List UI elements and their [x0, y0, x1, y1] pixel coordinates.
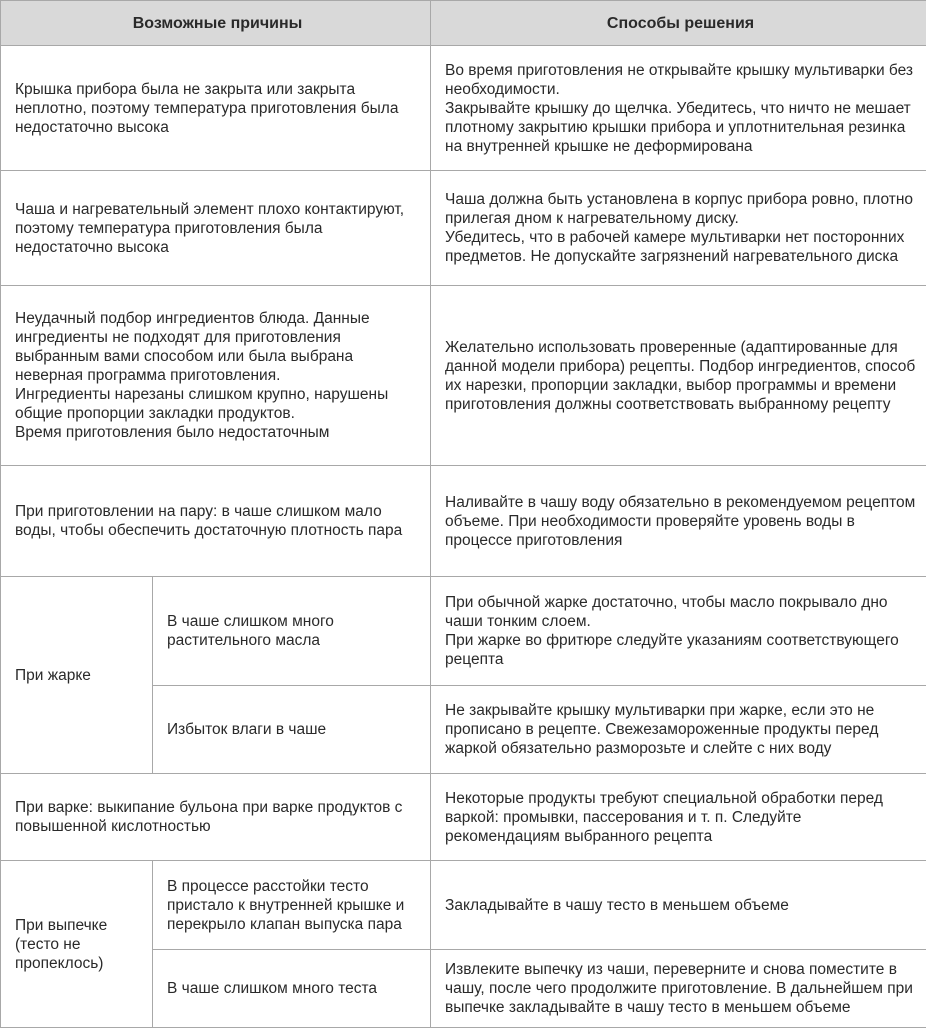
subcause-cell: В процессе расстойки тесто пристало к внутренней крышке и перекрыло клапан выпуска пара — [153, 861, 431, 950]
solution-cell: Наливайте в чашу воду обязательно в рекомендуемом рецептом объеме. При необходимости проверяйте уровень воды в процессе приготовления — [431, 466, 926, 577]
header-solutions: Способы решения — [431, 1, 926, 46]
solution-line: Чаша должна быть установлена в корпус прибора ровно, плотно прилегая дном к нагревательному диску. — [445, 190, 916, 228]
solution-line: При жарке во фритюре следуйте указаниям соответствующего рецепта — [445, 631, 916, 669]
group-cell-frying: При жарке — [1, 577, 153, 774]
cause-line: Ингредиенты нарезаны слишком крупно, нарушены общие пропорции закладки продуктов. — [15, 385, 420, 423]
solution-cell — [431, 46, 926, 171]
cause-cell: При варке: выкипание бульона при варке продуктов с повышенной кислотностью — [1, 774, 431, 861]
solution-line: Во время приготовления не открывайте крышку мультиварки без необходимости. — [445, 61, 916, 99]
solution-line: Убедитесь, что в рабочей камере мультиварки нет посторонних предметов. Не допускайте загрязнений нагревательного диска — [445, 228, 916, 266]
solution-cell — [431, 577, 926, 686]
table-row — [1, 171, 926, 286]
table-row — [1, 466, 926, 577]
table-row — [1, 774, 926, 861]
cause-cell — [1, 286, 431, 466]
table-row — [1, 861, 926, 950]
group-cell-baking: При выпечке (тесто не пропеклось) — [1, 861, 153, 1028]
solution-line: При обычной жарке достаточно, чтобы масло покрывало дно чаши тонким слоем. — [445, 593, 916, 631]
cause-cell: Крышка прибора была не закрыта или закрыта неплотно, поэтому температура приготовления была недостаточно высока — [1, 46, 431, 171]
solution-cell: Некоторые продукты требуют специальной обработки перед варкой: промывки, пассерования и т. п. Следуйте рекомендациям выбранного рецепта — [431, 774, 926, 861]
cause-cell: При приготовлении на пару: в чаше слишком мало воды, чтобы обеспечить достаточную плотность пара — [1, 466, 431, 577]
solution-cell — [431, 171, 926, 286]
solution-cell: Не закрывайте крышку мультиварки при жарке, если это не прописано в рецепте. Свежезамороженные продукты перед жаркой обязательно разморозьте и слейте с них воду — [431, 686, 926, 774]
solution-line: Закрывайте крышку до щелчка. Убедитесь, что ничто не мешает плотному закрытию крышки прибора и уплотнительная резинка на внутренней крышке не деформирована — [445, 99, 916, 156]
table-row — [1, 46, 926, 171]
header-causes: Возможные причины — [1, 1, 431, 46]
cause-line: Неудачный подбор ингредиентов блюда. Данные ингредиенты не подходят для приготовления выбранным вами способом или была выбрана неверная программа приготовления. — [15, 309, 420, 385]
cause-cell: Чаша и нагревательный элемент плохо контактируют, поэтому температура приготовления была недостаточно высока — [1, 171, 431, 286]
subcause-cell: В чаше слишком много растительного масла — [153, 577, 431, 686]
solution-cell: Извлеките выпечку из чаши, переверните и снова поместите в чашу, после чего продолжите приготовление. В дальнейшем при выпечке закладывайте в чашу тесто в меньшем объеме — [431, 950, 926, 1028]
cause-line: Время приготовления было недостаточным — [15, 423, 420, 442]
header-row — [1, 1, 926, 46]
subcause-cell: В чаше слишком много теста — [153, 950, 431, 1028]
solution-cell: Желательно использовать проверенные (адаптированные для данной модели прибора) рецепты. Подбор ингредиентов, способ их нарезки, пропорции закладки, выбор программы и времени приготовления должны соответствовать выбранному рецепту — [431, 286, 926, 466]
table-row — [1, 577, 926, 686]
table-row — [1, 286, 926, 466]
subcause-cell: Избыток влаги в чаше — [153, 686, 431, 774]
solution-cell: Закладывайте в чашу тесто в меньшем объеме — [431, 861, 926, 950]
